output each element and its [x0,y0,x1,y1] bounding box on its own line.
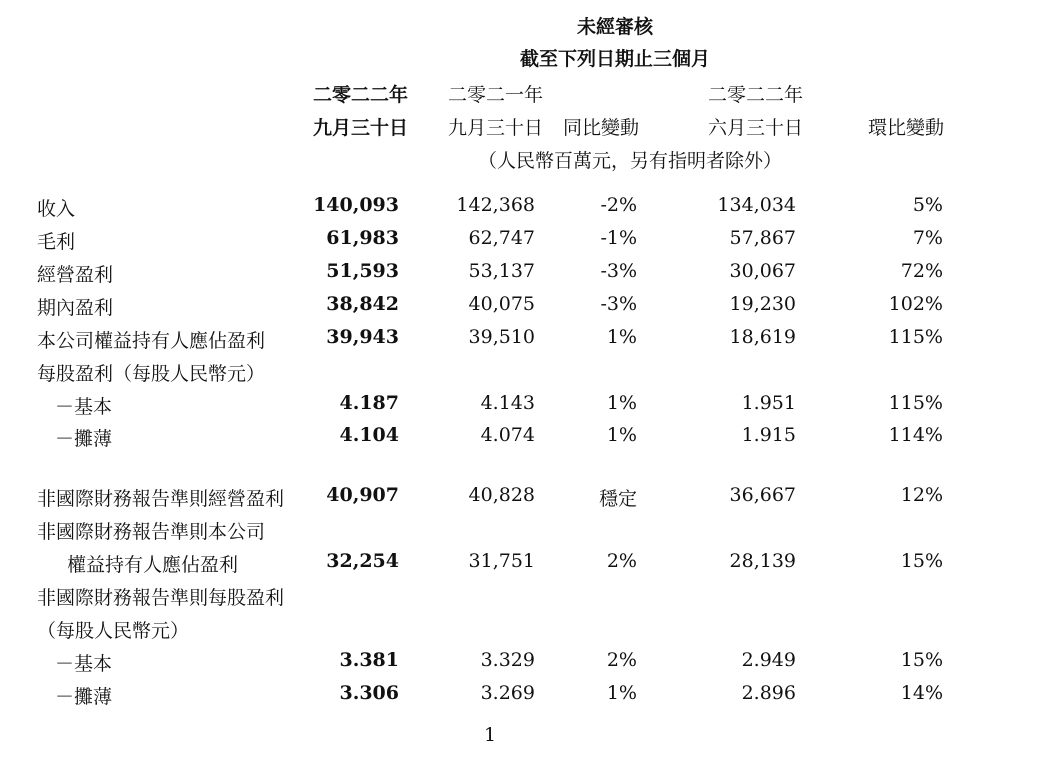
table-row [0,484,1044,517]
value-2022q2: 36,667 [729,484,796,506]
value-2022q2: 28,139 [729,550,796,572]
table-row [0,583,1044,616]
value-2022q3: 38,842 [326,293,399,315]
value-2021q3: 53,137 [468,260,535,282]
row-label: 經營盈利 [37,264,114,286]
row-label: －攤薄 [55,686,113,708]
value-2021q3: 4.074 [480,424,535,446]
table-row [0,682,1044,715]
row-label: （每股人民幣元） [37,620,190,642]
table-row [0,424,1044,457]
value-2022q3: 3.381 [339,649,399,671]
value-2022q2: 19,230 [729,293,796,315]
value-2022q3: 32,254 [326,550,399,572]
row-label: 每股盈利（每股人民幣元） [37,363,266,385]
col1-date: 九月三十日 [313,117,409,139]
value-2021q3: 3.269 [480,682,535,704]
value-2022q2: 2.896 [741,682,796,704]
value-yoy: 2% [606,550,637,572]
col5-label: 環比變動 [868,117,945,139]
value-qoq: 12% [900,484,943,506]
col1-year: 二零二二年 [313,84,409,106]
table-row [0,293,1044,326]
table-row [0,392,1044,425]
value-2021q3: 39,510 [468,326,535,348]
col4-date: 六月三十日 [708,117,804,139]
table-row [0,550,1044,583]
value-yoy: 2% [606,649,637,671]
table-row [0,326,1044,359]
row-label: 收入 [37,198,76,220]
row-label: 本公司權益持有人應佔盈利 [37,330,266,352]
row-label: 非國際財務報告準則本公司 [37,521,266,543]
value-2022q3: 140,093 [313,194,399,216]
value-2022q3: 4.104 [339,424,399,446]
value-2022q3: 51,593 [326,260,399,282]
value-yoy: 1% [606,392,637,414]
table-row [0,260,1044,293]
value-2022q3: 61,983 [326,227,399,249]
value-2021q3: 62,747 [468,227,535,249]
col2-year: 二零二一年 [448,84,544,106]
value-2022q2: 30,067 [729,260,796,282]
value-yoy: 1% [606,682,637,704]
value-qoq: 72% [900,260,943,282]
value-2022q2: 1.915 [741,424,796,446]
page-number: 1 [483,724,497,746]
header-period: 截至下列日期止三個月 [519,48,710,70]
col2-date: 九月三十日 [448,117,544,139]
value-yoy: -2% [600,194,637,216]
value-2021q3: 31,751 [468,550,535,572]
value-yoy: 1% [606,326,637,348]
value-qoq: 115% [888,326,943,348]
row-label: 期內盈利 [37,297,114,319]
value-yoy: 穩定 [598,488,637,510]
value-2022q2: 18,619 [729,326,796,348]
table-row [0,649,1044,682]
value-qoq: 102% [888,293,943,315]
value-2021q3: 40,075 [468,293,535,315]
table-row [0,517,1044,550]
value-2022q3: 4.187 [339,392,399,414]
row-label: 非國際財務報告準則每股盈利 [37,587,285,609]
value-2022q2: 2.949 [741,649,796,671]
value-yoy: -1% [600,227,637,249]
unit-note: （人民幣百萬元，另有指明者除外） [478,150,783,172]
value-qoq: 15% [900,550,943,572]
value-2021q3: 4.143 [480,392,535,414]
value-qoq: 15% [900,649,943,671]
value-yoy: -3% [600,293,637,315]
value-qoq: 115% [888,392,943,414]
table-row [0,194,1044,227]
value-2021q3: 3.329 [480,649,535,671]
value-2021q3: 142,368 [456,194,535,216]
value-yoy: -3% [600,260,637,282]
table-row [0,616,1044,649]
value-qoq: 7% [912,227,943,249]
value-2021q3: 40,828 [468,484,535,506]
value-2022q2: 134,034 [717,194,796,216]
value-qoq: 14% [900,682,943,704]
table-row [0,227,1044,260]
value-qoq: 114% [888,424,943,446]
value-2022q2: 1.951 [741,392,796,414]
row-label: 權益持有人應佔盈利 [67,554,239,576]
row-label: －基本 [55,396,113,418]
row-label: 毛利 [37,231,76,253]
col4-year: 二零二二年 [708,84,804,106]
value-2022q3: 39,943 [326,326,399,348]
row-label: 非國際財務報告準則經營盈利 [37,488,285,510]
value-2022q3: 40,907 [326,484,399,506]
table-row [0,359,1044,392]
value-yoy: 1% [606,424,637,446]
value-2022q3: 3.306 [339,682,399,704]
row-label: －基本 [55,653,113,675]
value-qoq: 5% [912,194,943,216]
col3-label: 同比變動 [563,117,640,139]
value-2022q2: 57,867 [729,227,796,249]
header-unaudited: 未經審核 [576,16,653,38]
row-label: －攤薄 [55,428,113,450]
